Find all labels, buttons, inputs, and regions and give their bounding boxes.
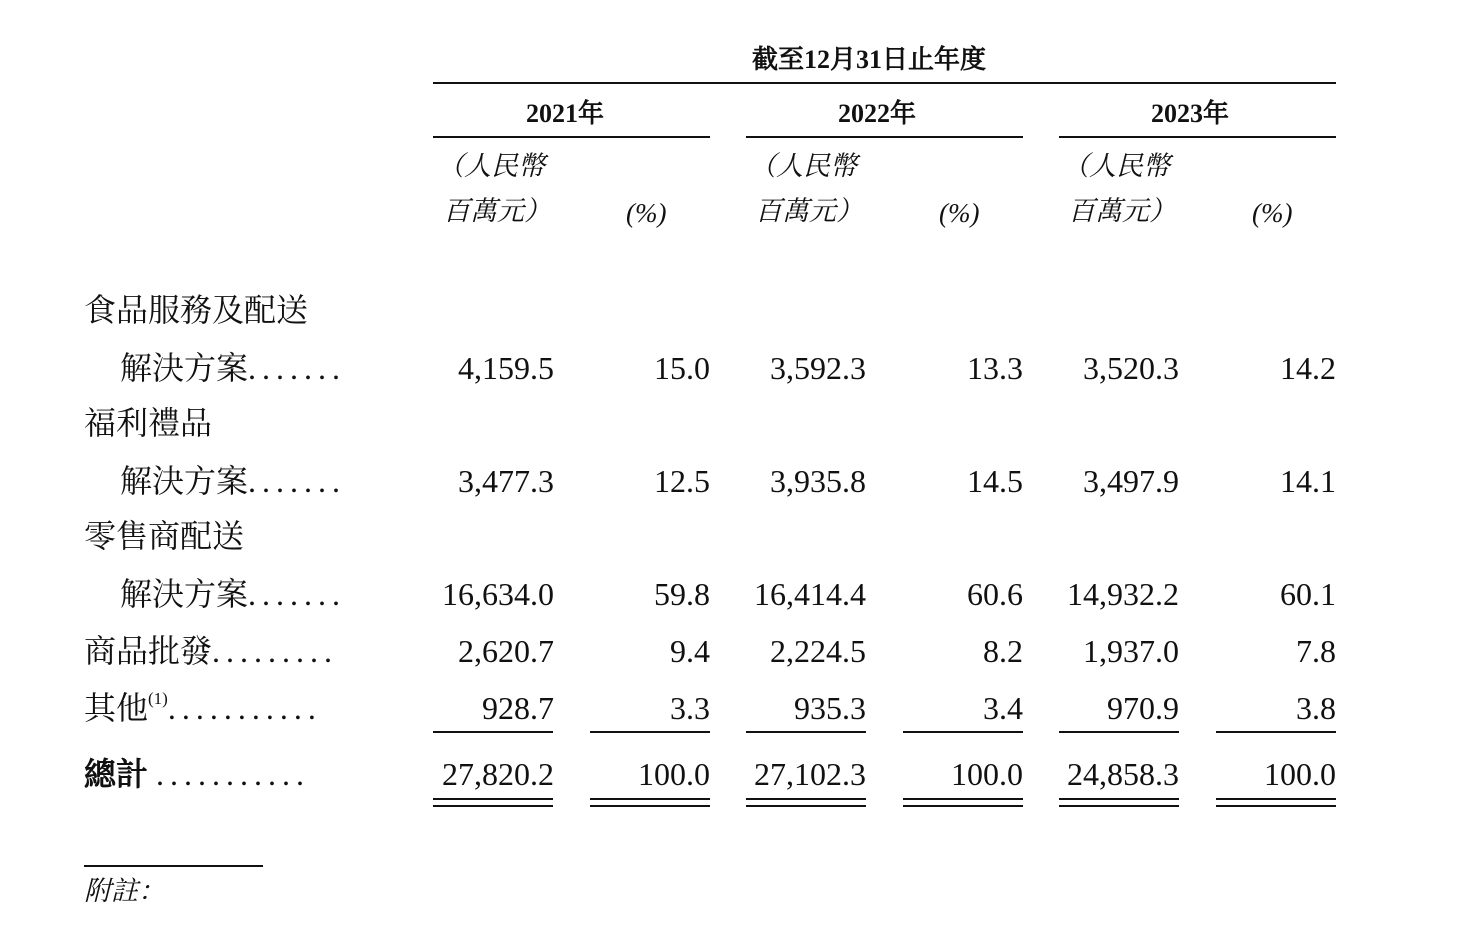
year-2023-rule <box>1059 136 1336 138</box>
row-label-line1: 食品服務及配送 <box>84 292 309 328</box>
amount-unit-2022-line2: 百萬元） <box>755 196 863 226</box>
total-label-text: 總計 <box>84 756 149 792</box>
row-label-text: 解決方案 <box>120 576 249 612</box>
total-double-rule <box>1059 805 1179 807</box>
cell-2021-pct: 9.4 <box>670 633 710 669</box>
total-double-rule <box>903 798 1023 800</box>
cell-2023-pct: 60.1 <box>1280 576 1336 612</box>
cell-2021-pct: 3.3 <box>670 690 710 726</box>
row-label-text: 其他 <box>84 690 149 726</box>
period-rule <box>433 82 1336 84</box>
total-2023-pct: 100.0 <box>1264 756 1336 792</box>
year-2021-header: 2021年 <box>526 99 605 128</box>
total-double-rule <box>590 805 710 807</box>
total-double-rule <box>433 805 553 807</box>
cell-2021-amount: 928.7 <box>482 690 554 726</box>
cell-2021-amount: 4,159.5 <box>458 350 554 386</box>
amount-unit-2022-line1: （人民幣 <box>749 151 857 181</box>
amount-unit-2023-line2: 百萬元） <box>1068 196 1176 226</box>
cell-2021-pct: 15.0 <box>654 350 710 386</box>
subtotal-rule <box>1216 731 1336 733</box>
total-double-rule <box>903 805 1023 807</box>
footnote-label: 附註： <box>84 876 165 906</box>
year-2023-header: 2023年 <box>1151 99 1230 128</box>
total-2021-pct: 100.0 <box>638 756 710 792</box>
cell-2021-pct: 12.5 <box>654 463 710 499</box>
leader-dots: ........... <box>156 756 311 792</box>
row-label-line1: 福利禮品 <box>84 405 213 441</box>
cell-2022-pct: 60.6 <box>967 576 1023 612</box>
cell-2021-pct: 59.8 <box>654 576 710 612</box>
amount-unit-2023-line1: （人民幣 <box>1062 151 1170 181</box>
cell-2022-pct: 13.3 <box>967 350 1023 386</box>
total-2022-pct: 100.0 <box>951 756 1023 792</box>
total-double-rule <box>746 798 866 800</box>
cell-2023-pct: 7.8 <box>1296 633 1336 669</box>
footnote-marker: (1) <box>148 689 168 708</box>
cell-2022-pct: 14.5 <box>967 463 1023 499</box>
cell-2022-amount: 2,224.5 <box>770 633 866 669</box>
amount-unit-2021-line1: （人民幣 <box>437 151 545 181</box>
cell-2021-amount: 16,634.0 <box>442 576 554 612</box>
cell-2023-pct: 14.1 <box>1280 463 1336 499</box>
cell-2022-amount: 3,592.3 <box>770 350 866 386</box>
row-label-line2 <box>120 578 346 610</box>
cell-2023-amount: 970.9 <box>1107 690 1179 726</box>
total-double-rule <box>433 798 553 800</box>
cell-2021-amount: 3,477.3 <box>458 463 554 499</box>
cell-2023-amount: 3,497.9 <box>1083 463 1179 499</box>
period-header: 截至12月31日止年度 <box>752 45 987 74</box>
cell-2021-amount: 2,620.7 <box>458 633 554 669</box>
cell-2022-amount: 3,935.8 <box>770 463 866 499</box>
total-double-rule <box>746 805 866 807</box>
total-2021-amount: 27,820.2 <box>442 756 554 792</box>
leader-dots: ......... <box>212 633 339 669</box>
cell-2023-amount: 3,520.3 <box>1083 350 1179 386</box>
total-double-rule <box>590 798 710 800</box>
total-label <box>84 758 310 790</box>
cell-2023-amount: 14,932.2 <box>1067 576 1179 612</box>
footnote-rule <box>84 865 263 867</box>
cell-2023-amount: 1,937.0 <box>1083 633 1179 669</box>
year-2022-rule <box>746 136 1023 138</box>
total-2023-amount: 24,858.3 <box>1067 756 1179 792</box>
subtotal-rule <box>433 731 553 733</box>
leader-dots: ....... <box>248 463 347 499</box>
row-label-text: 商品批發 <box>84 633 213 669</box>
row-label-line1: 零售商配送 <box>84 518 245 554</box>
total-double-rule <box>1216 805 1336 807</box>
pct-unit-2021: (%) <box>626 198 667 228</box>
year-2022-header: 2022年 <box>838 99 917 128</box>
subtotal-rule <box>1059 731 1179 733</box>
leader-dots: ....... <box>248 350 347 386</box>
cell-2022-pct: 8.2 <box>983 633 1023 669</box>
row-label <box>84 635 338 667</box>
cell-2022-amount: 16,414.4 <box>754 576 866 612</box>
row-label-text: 解決方案 <box>120 350 249 386</box>
row-label <box>84 689 322 726</box>
cell-2023-pct: 14.2 <box>1280 350 1336 386</box>
row-label-text: 解決方案 <box>120 463 249 499</box>
subtotal-rule <box>746 731 866 733</box>
cell-2022-amount: 935.3 <box>794 690 866 726</box>
leader-dots: ........... <box>167 690 322 726</box>
pct-unit-2022: (%) <box>939 198 980 228</box>
total-double-rule <box>1216 798 1336 800</box>
total-double-rule <box>1059 798 1179 800</box>
cell-2023-pct: 3.8 <box>1296 690 1336 726</box>
cell-2022-pct: 3.4 <box>983 690 1023 726</box>
pct-unit-2023: (%) <box>1252 198 1293 228</box>
subtotal-rule <box>903 731 1023 733</box>
row-label-line2 <box>120 465 346 497</box>
leader-dots: ....... <box>248 576 347 612</box>
subtotal-rule <box>590 731 710 733</box>
row-label-line2 <box>120 352 346 384</box>
total-2022-amount: 27,102.3 <box>754 756 866 792</box>
amount-unit-2021-line2: 百萬元） <box>443 196 551 226</box>
year-2021-rule <box>433 136 710 138</box>
